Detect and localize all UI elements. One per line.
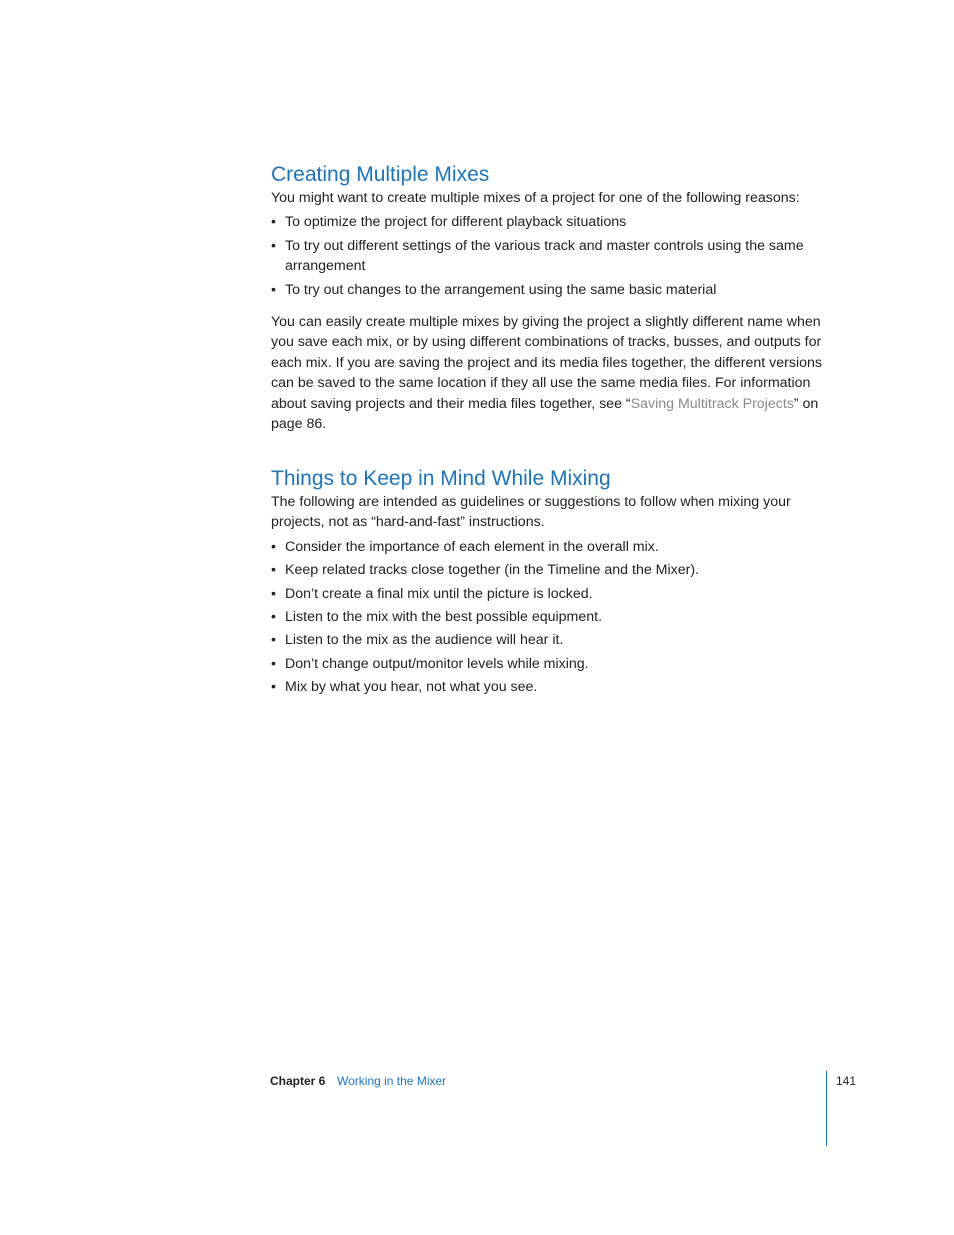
list-item: • To optimize the project for different playback situations (271, 212, 831, 232)
list-item: • Listen to the mix with the best possible equipment. (271, 607, 831, 627)
list-item: • Mix by what you hear, not what you see. (271, 677, 831, 697)
section-creating-multiple-mixes (271, 162, 831, 434)
section-body (271, 312, 831, 434)
section-heading: Things to Keep in Mind While Mixing (271, 467, 611, 490)
footer-chapter: Chapter 6 (270, 1074, 326, 1088)
section-intro: The following are intended as guidelines or suggestions to follow when mixing your projects, not as “hard-and-fast” instructions. (271, 494, 791, 531)
bullet-list (271, 537, 831, 698)
footer-divider (826, 1071, 827, 1146)
section-intro: You might want to create multiple mixes of a project for one of the following reasons: (271, 190, 800, 206)
list-item: • To try out changes to the arrangement using the same basic material (271, 280, 831, 300)
list-item: • Consider the importance of each element in the overall mix. (271, 537, 831, 557)
list-item: • Listen to the mix as the audience will hear it. (271, 630, 831, 650)
section-heading: Creating Multiple Mixes (271, 163, 490, 186)
list-item: • Don’t change output/monitor levels while mixing. (271, 654, 831, 674)
page-number: 141 (836, 1074, 857, 1088)
footer-chapter-title: Working in the Mixer (337, 1074, 447, 1088)
list-item: • Keep related tracks close together (in the Timeline and the Mixer). (271, 560, 831, 580)
bullet-list (271, 212, 831, 300)
cross-reference-link[interactable]: Saving Multitrack Projects (630, 395, 794, 412)
list-item: • Don’t create a final mix until the picture is locked. (271, 584, 831, 604)
section-things-to-keep-in-mind (271, 466, 831, 698)
body-text: You can easily create multiple mixes by giving the project a slightly different name when you save each mix, or by using different combinations of tracks, busses, and outputs for each mix. If you are saving the project and its media files together, the different versions can be saved to the same location if they all use the same media files. For information about saving projects and their media files together, see “ (271, 314, 822, 412)
list-item: • To try out different settings of the various track and master controls using the same arrangement (271, 236, 831, 277)
body-text: ” on page 86. (271, 395, 819, 433)
